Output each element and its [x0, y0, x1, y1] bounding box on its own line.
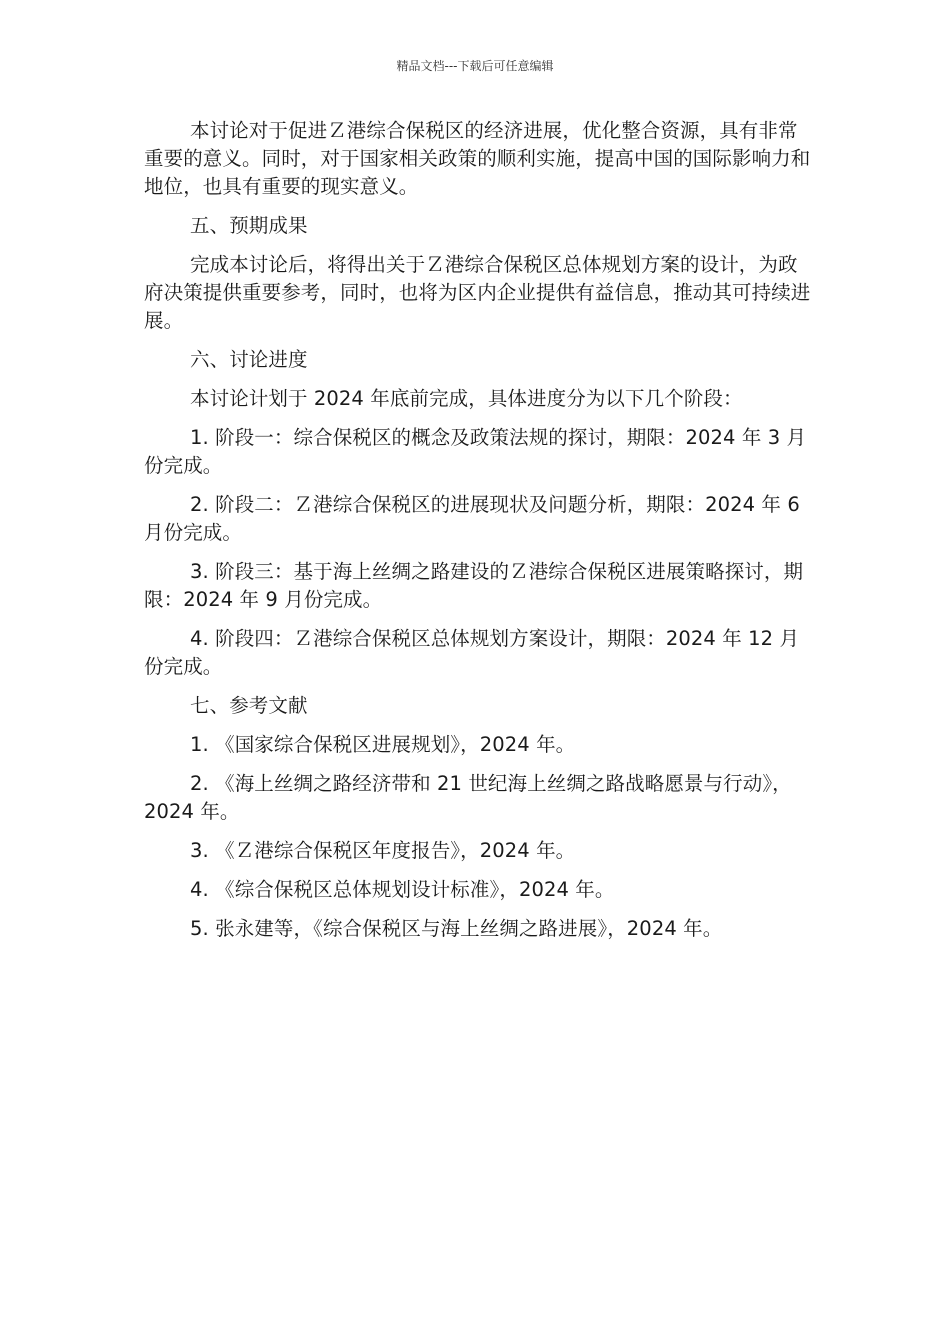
section-heading-expected-results: 五、预期成果 — [190, 214, 308, 237]
page-header: 精品文档---下载后可任意编辑 — [396, 59, 554, 73]
schedule-item-stage-2: 2. 阶段二：Ｚ港综合保税区的进展现状及问题分析，期限：2024 年 6 月份完成。 — [144, 493, 800, 544]
reference-item-1: 1. 《国家综合保税区进展规划》，2024 年。 — [190, 733, 576, 756]
paragraph-schedule-intro: 本讨论计划于 2024 年底前完成，具体进度分为以下几个阶段： — [190, 387, 743, 410]
reference-item-2: 2. 《海上丝绸之路经济带和 21 世纪海上丝绸之路战略愿景与行动》，2024 年。 — [144, 772, 792, 823]
document-body — [144, 117, 812, 954]
section-heading-schedule: 六、讨论进度 — [190, 348, 308, 371]
schedule-item-stage-3: 3. 阶段三：基于海上丝绸之路建设的Ｚ港综合保税区进展策略探讨，期限：2024 年 9 月份完成。 — [144, 560, 804, 611]
reference-item-4: 4. 《综合保税区总体规划设计标准》，2024 年。 — [190, 878, 615, 901]
schedule-item-stage-1: 1. 阶段一：综合保税区的概念及政策法规的探讨，期限：2024 年 3 月份完成。 — [144, 426, 807, 477]
paragraph-significance: 本讨论对于促进Ｚ港综合保税区的经济进展，优化整合资源，具有非常重要的意义。同时，对于国家相关政策的顺利实施，提高中国的国际影响力和地位，也具有重要的现实意义。 — [144, 119, 811, 198]
section-heading-references: 七、参考文献 — [190, 694, 308, 717]
schedule-item-stage-4: 4. 阶段四：Ｚ港综合保税区总体规划方案设计，期限：2024 年 12 月份完成。 — [144, 627, 800, 678]
paragraph-expected-results: 完成本讨论后，将得出关于Ｚ港综合保税区总体规划方案的设计，为政府决策提供重要参考，同时，也将为区内企业提供有益信息，推动其可持续进展。 — [144, 253, 811, 332]
reference-item-3: 3. 《Ｚ港综合保税区年度报告》，2024 年。 — [190, 839, 576, 862]
reference-item-5: 5. 张永建等，《综合保税区与海上丝绸之路进展》，2024 年。 — [190, 917, 723, 940]
